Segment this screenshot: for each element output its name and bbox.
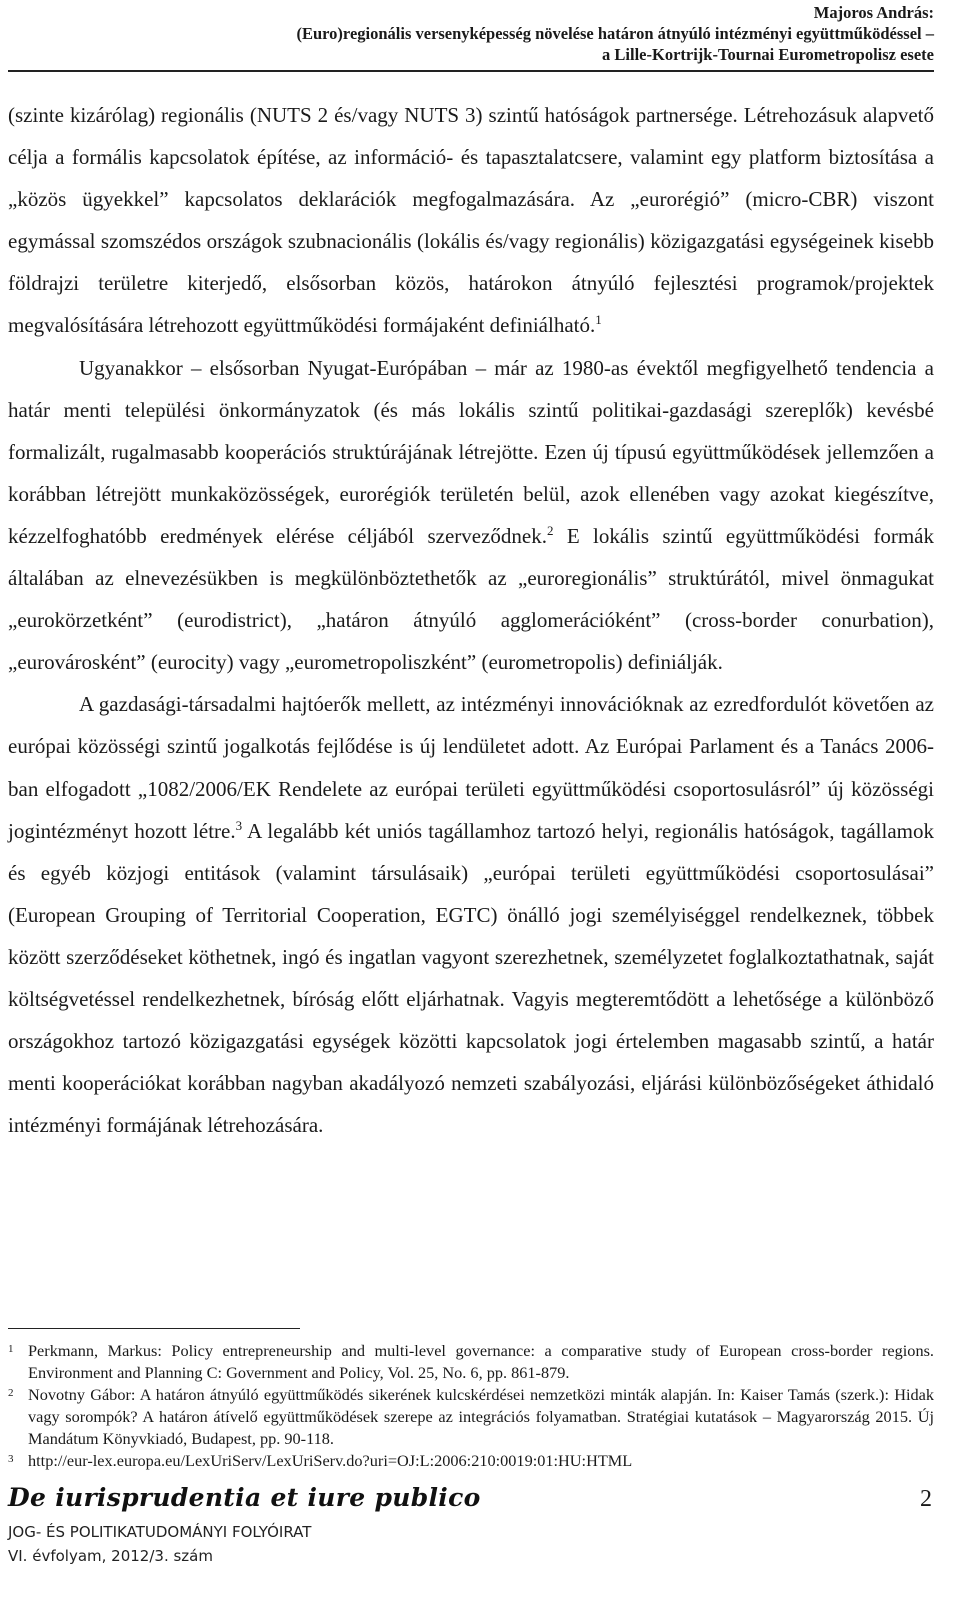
footnote-text: Perkmann, Markus: Policy entrepreneurship and multi-level governance: a comparative study of European cross-border regions. Environment and Planning C: Government and Policy, Vol. 25, No. 6, pp. 861-879. xyxy=(28,1341,934,1382)
footnote-text: Novotny Gábor: A határon átnyúló együttműködés sikerének kulcskérdései nemzetközi minták alapján. In: Kaiser Tamás (szerk.): Hidak vagy sorompók? A határon átívelő együttműködések szerepe az integrációs folyamatban. Stratégiai kutatások – Magyarország 2015. Új Mandátum Könyvkiadó, Budapest, pp. 90-118. xyxy=(28,1385,934,1448)
paragraph-text: A gazdasági-társadalmi hajtóerők mellett, az intézményi innovációknak az ezredfordulót követően az európai közösségi szintű jogalkotás fejlődése is új lendületet adott. Az Európai Parlament és a Tanács 2006-ban elfogadott „1082/2006/EK Rendelete az európai területi együttműködési csoportosulásról” új közösségi jogintézményt hozott létre. xyxy=(8,692,934,843)
footnotes xyxy=(8,1340,934,1472)
paragraph-text: A legalább két uniós tagállamhoz tartozó helyi, regionális hatóságok, tagállamok és egyéb közjogi entitások (valamint társulásaik) „európai területi együttműködési csoportosulásai” (European Grouping of Territorial Cooperation, EGTC) önálló jogi személyiséggel rendelkeznek, többek között szerződéseket köthetnek, ingó és ingatlan vagyont szerezhetnek, személyzetet foglalkoztathatnak, saját költségvetéssel rendelkezhetnek, bíróság előtt eljárhatnak. Vagyis megteremtődött a lehetősége a különböző országokhoz tartozó közigazgatási egységek közötti kapcsolatok jogi értelemben magasabb szintű, a határ menti kooperációkat korábban nagyban akadályozó nemzeti szabályozási, eljárási különbözőségeket áthidaló intézményi formájának létrehozására. xyxy=(8,818,934,1138)
journal-subtitle: JOG- ÉS POLITIKATUDOMÁNYI FOLYÓIRAT xyxy=(8,1523,312,1541)
paragraph-3 xyxy=(8,683,934,1146)
footnote-ref-2[interactable]: 2 xyxy=(547,522,554,538)
journal-title: De iurisprudentia et iure publico xyxy=(8,1483,481,1512)
paragraph-text: Ugyanakkor – elsősorban Nyugat-Európában – már az 1980-as évektől megfigyelhető tendencia a határ menti települési önkormányzatok (és más lokális szintű politikai-gazdasági szereplők) kevésbé formalizált, rugalmasabb kooperációs struktúrájának létrejötte. Ezen új típusú együttműködések jellemzően a korábban létrejött munkaközösségek, eurorégiók területén belül, azok ellenében vagy azokat kiegészítve, kézzelfoghatóbb eredmények elérése céljából szerveződnek. xyxy=(8,355,934,548)
footnote-2 xyxy=(8,1384,934,1450)
footnote-ref-1[interactable]: 1 xyxy=(595,312,602,328)
header-author: Majoros András: xyxy=(813,3,934,22)
footnote-3 xyxy=(8,1450,934,1472)
footnote-mark: 3 xyxy=(8,1453,14,1465)
footnote-mark: 1 xyxy=(8,1343,14,1355)
paragraph-2 xyxy=(8,347,934,684)
paragraph-1 xyxy=(8,94,934,347)
footnote-link[interactable]: http://eur-lex.europa.eu/LexUriServ/LexUriServ.do?uri=OJ:L:2006:210:0019:01:HU:HTML xyxy=(28,1451,633,1470)
footnote-mark: 2 xyxy=(8,1387,14,1399)
running-header xyxy=(296,2,934,65)
header-divider xyxy=(8,70,934,72)
page-number: 2 xyxy=(920,1486,932,1512)
footnote-divider xyxy=(8,1328,300,1329)
journal-info xyxy=(8,1520,311,1568)
header-title-line-1: (Euro)regionális versenyképesség növelése határon átnyúló intézményi együttműködéssel – xyxy=(296,24,934,43)
paragraph-text: (szinte kizárólag) regionális (NUTS 2 és/vagy NUTS 3) szintű hatóságok partnersége. Létrehozásuk alapvető célja a formális kapcsolatok építése, az információ- és tapasztalatcsere, valamint egy platform biztosítása a „közös ügyekkel” kapcsolatos deklarációk megfogalmazására. Az „eurorégió” (micro-CBR) viszont egymással szomszédos országok szubnacionális (lokális és/vagy regionális) közigazgatási egységeinek kisebb földrajzi területre kiterjedő, elsősorban közös, határokon átnyúló fejlesztési programok/projektek megvalósítására létrehozott együttműködési formájaként definiálható. xyxy=(8,103,934,338)
footnote-ref-3[interactable]: 3 xyxy=(235,817,243,833)
journal-issue: VI. évfolyam, 2012/3. szám xyxy=(8,1547,213,1565)
header-title-line-2: a Lille-Kortrijk-Tournai Eurometropolisz esete xyxy=(602,45,934,64)
main-text xyxy=(8,94,934,1146)
paragraph-text: E lokális szintű együttműködési formák általában az elnevezésükben is megkülönböztethetők az „euroregionális” struktúrától, mivel önmagukat „eurokörzetként” (eurodistrict), „határon átnyúló agglomerációként” (cross-border conurbation), „eurovárosként” (eurocity) vagy „eurometropoliszként” (eurometropolis) definiálják. xyxy=(8,523,934,675)
footnote-1 xyxy=(8,1340,934,1384)
